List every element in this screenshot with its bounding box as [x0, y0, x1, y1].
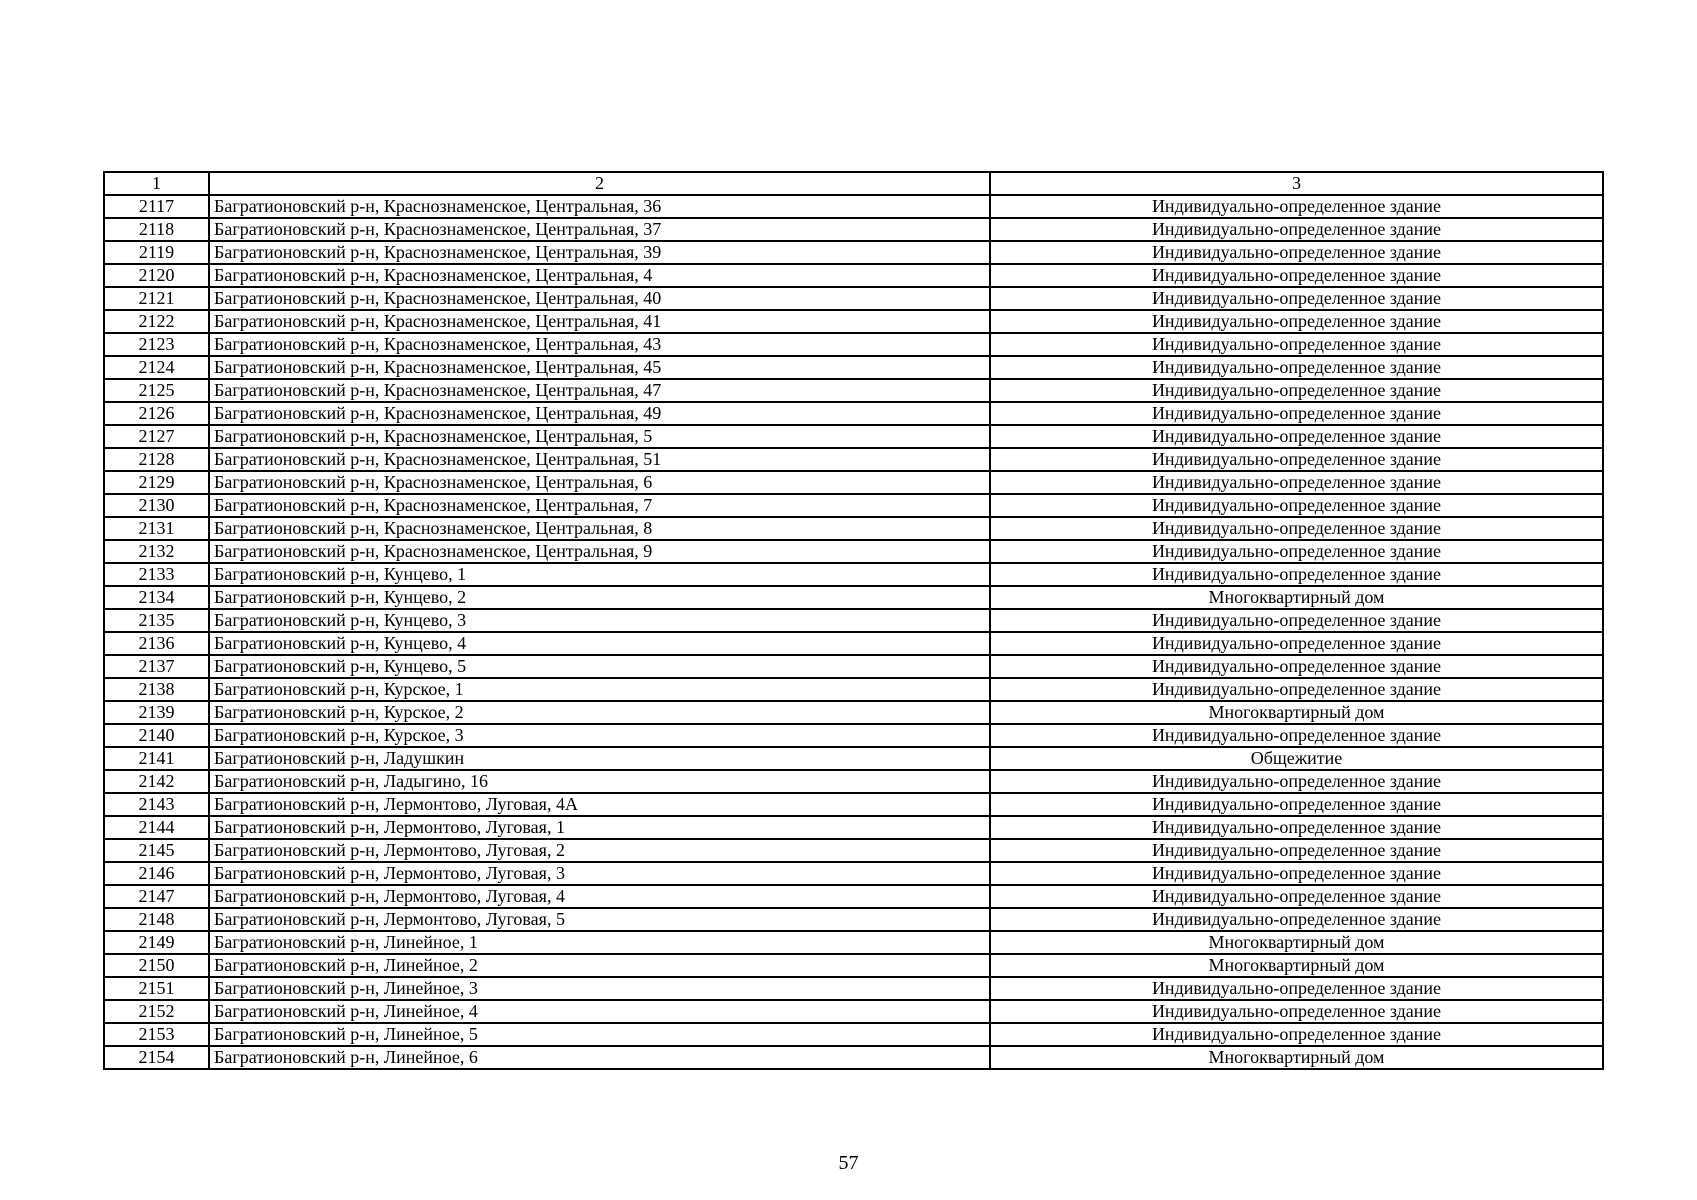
- row-number-cell: 2136: [104, 632, 209, 655]
- address-cell: Багратионовский р-н, Краснознаменское, Центральная, 49: [209, 402, 990, 425]
- table-row: [104, 724, 1603, 747]
- row-number-cell: 2125: [104, 379, 209, 402]
- row-number-cell: 2117: [104, 195, 209, 218]
- table-row: [104, 632, 1603, 655]
- table-row: [104, 793, 1603, 816]
- object-type-cell: Индивидуально-определенное здание: [990, 724, 1603, 747]
- address-cell: Багратионовский р-н, Лермонтово, Луговая, 2: [209, 839, 990, 862]
- object-type-cell: Индивидуально-определенное здание: [990, 885, 1603, 908]
- object-type-cell: Индивидуально-определенное здание: [990, 793, 1603, 816]
- table-row: [104, 448, 1603, 471]
- table-row: [104, 977, 1603, 1000]
- object-type-cell: Индивидуально-определенное здание: [990, 1023, 1603, 1046]
- row-number-cell: 2124: [104, 356, 209, 379]
- address-cell: Багратионовский р-н, Лермонтово, Луговая, 4А: [209, 793, 990, 816]
- column-number-1: 1: [104, 172, 209, 195]
- table-row: [104, 287, 1603, 310]
- table-row: [104, 1023, 1603, 1046]
- table-row: [104, 333, 1603, 356]
- column-number-2: 2: [209, 172, 990, 195]
- document-sheet: [103, 171, 1602, 1070]
- object-type-cell: Индивидуально-определенное здание: [990, 563, 1603, 586]
- object-type-cell: Индивидуально-определенное здание: [990, 632, 1603, 655]
- object-type-cell: Индивидуально-определенное здание: [990, 1000, 1603, 1023]
- address-cell: Багратионовский р-н, Лермонтово, Луговая, 1: [209, 816, 990, 839]
- object-type-cell: Индивидуально-определенное здание: [990, 241, 1603, 264]
- row-number-cell: 2133: [104, 563, 209, 586]
- row-number-cell: 2118: [104, 218, 209, 241]
- address-cell: Багратионовский р-н, Краснознаменское, Центральная, 41: [209, 310, 990, 333]
- object-type-cell: Индивидуально-определенное здание: [990, 218, 1603, 241]
- object-type-cell: Индивидуально-определенное здание: [990, 333, 1603, 356]
- row-number-cell: 2121: [104, 287, 209, 310]
- row-number-cell: 2138: [104, 678, 209, 701]
- row-number-cell: 2128: [104, 448, 209, 471]
- table-row: [104, 195, 1603, 218]
- object-type-cell: Многоквартирный дом: [990, 1046, 1603, 1069]
- address-cell: Багратионовский р-н, Линейное, 3: [209, 977, 990, 1000]
- object-type-cell: Индивидуально-определенное здание: [990, 448, 1603, 471]
- table-row: [104, 264, 1603, 287]
- address-cell: Багратионовский р-н, Краснознаменское, Центральная, 7: [209, 494, 990, 517]
- address-cell: Багратионовский р-н, Краснознаменское, Центральная, 4: [209, 264, 990, 287]
- object-type-cell: Индивидуально-определенное здание: [990, 264, 1603, 287]
- table-row: [104, 816, 1603, 839]
- table-row: [104, 701, 1603, 724]
- object-type-cell: Общежитие: [990, 747, 1603, 770]
- address-cell: Багратионовский р-н, Краснознаменское, Центральная, 40: [209, 287, 990, 310]
- object-type-cell: Индивидуально-определенное здание: [990, 287, 1603, 310]
- row-number-cell: 2146: [104, 862, 209, 885]
- object-type-cell: Индивидуально-определенное здание: [990, 977, 1603, 1000]
- row-number-cell: 2153: [104, 1023, 209, 1046]
- address-cell: Багратионовский р-н, Линейное, 5: [209, 1023, 990, 1046]
- row-number-cell: 2129: [104, 471, 209, 494]
- object-type-cell: Индивидуально-определенное здание: [990, 517, 1603, 540]
- object-type-cell: Индивидуально-определенное здание: [990, 195, 1603, 218]
- table-row: [104, 218, 1603, 241]
- table-row: [104, 517, 1603, 540]
- address-cell: Багратионовский р-н, Краснознаменское, Центральная, 36: [209, 195, 990, 218]
- table-row: [104, 908, 1603, 931]
- table-row: [104, 885, 1603, 908]
- row-number-cell: 2147: [104, 885, 209, 908]
- table-row: [104, 356, 1603, 379]
- row-number-cell: 2126: [104, 402, 209, 425]
- object-type-cell: Индивидуально-определенное здание: [990, 862, 1603, 885]
- address-cell: Багратионовский р-н, Ладыгино, 16: [209, 770, 990, 793]
- row-number-cell: 2134: [104, 586, 209, 609]
- object-type-cell: Индивидуально-определенное здание: [990, 655, 1603, 678]
- row-number-cell: 2139: [104, 701, 209, 724]
- row-number-cell: 2131: [104, 517, 209, 540]
- table-row: [104, 425, 1603, 448]
- object-type-cell: Индивидуально-определенное здание: [990, 839, 1603, 862]
- row-number-cell: 2145: [104, 839, 209, 862]
- table-row: [104, 1046, 1603, 1069]
- row-number-cell: 2119: [104, 241, 209, 264]
- registry-table: [103, 171, 1604, 1070]
- object-type-cell: Многоквартирный дом: [990, 701, 1603, 724]
- address-cell: Багратионовский р-н, Краснознаменское, Центральная, 6: [209, 471, 990, 494]
- row-number-cell: 2123: [104, 333, 209, 356]
- object-type-cell: Индивидуально-определенное здание: [990, 379, 1603, 402]
- address-cell: Багратионовский р-н, Лермонтово, Луговая, 3: [209, 862, 990, 885]
- table-row: [104, 563, 1603, 586]
- table-row: [104, 931, 1603, 954]
- row-number-cell: 2120: [104, 264, 209, 287]
- address-cell: Багратионовский р-н, Линейное, 2: [209, 954, 990, 977]
- table-row: [104, 471, 1603, 494]
- object-type-cell: Индивидуально-определенное здание: [990, 356, 1603, 379]
- address-cell: Багратионовский р-н, Курское, 2: [209, 701, 990, 724]
- object-type-cell: Индивидуально-определенное здание: [990, 402, 1603, 425]
- address-cell: Багратионовский р-н, Линейное, 6: [209, 1046, 990, 1069]
- address-cell: Багратионовский р-н, Краснознаменское, Центральная, 9: [209, 540, 990, 563]
- object-type-cell: Индивидуально-определенное здание: [990, 494, 1603, 517]
- table-row: [104, 379, 1603, 402]
- page-number: 57: [838, 1152, 859, 1174]
- table-row: [104, 310, 1603, 333]
- row-number-cell: 2135: [104, 609, 209, 632]
- address-cell: Багратионовский р-н, Краснознаменское, Центральная, 51: [209, 448, 990, 471]
- table-row: [104, 747, 1603, 770]
- row-number-cell: 2130: [104, 494, 209, 517]
- table-row: [104, 862, 1603, 885]
- row-number-cell: 2149: [104, 931, 209, 954]
- row-number-cell: 2144: [104, 816, 209, 839]
- table-row: [104, 839, 1603, 862]
- row-number-cell: 2141: [104, 747, 209, 770]
- row-number-cell: 2143: [104, 793, 209, 816]
- address-cell: Багратионовский р-н, Линейное, 4: [209, 1000, 990, 1023]
- row-number-cell: 2150: [104, 954, 209, 977]
- address-cell: Багратионовский р-н, Краснознаменское, Центральная, 5: [209, 425, 990, 448]
- object-type-cell: Индивидуально-определенное здание: [990, 609, 1603, 632]
- address-cell: Багратионовский р-н, Курское, 3: [209, 724, 990, 747]
- object-type-cell: Индивидуально-определенное здание: [990, 310, 1603, 333]
- table-row: [104, 241, 1603, 264]
- address-cell: Багратионовский р-н, Линейное, 1: [209, 931, 990, 954]
- address-cell: Багратионовский р-н, Краснознаменское, Центральная, 43: [209, 333, 990, 356]
- object-type-cell: Индивидуально-определенное здание: [990, 425, 1603, 448]
- address-cell: Багратионовский р-н, Кунцево, 1: [209, 563, 990, 586]
- row-number-cell: 2148: [104, 908, 209, 931]
- object-type-cell: Индивидуально-определенное здание: [990, 770, 1603, 793]
- row-number-cell: 2151: [104, 977, 209, 1000]
- table-row: [104, 770, 1603, 793]
- address-cell: Багратионовский р-н, Кунцево, 3: [209, 609, 990, 632]
- row-number-cell: 2132: [104, 540, 209, 563]
- table-row: [104, 494, 1603, 517]
- address-cell: Багратионовский р-н, Краснознаменское, Центральная, 39: [209, 241, 990, 264]
- row-number-cell: 2127: [104, 425, 209, 448]
- address-cell: Багратионовский р-н, Краснознаменское, Центральная, 8: [209, 517, 990, 540]
- row-number-cell: 2122: [104, 310, 209, 333]
- row-number-cell: 2154: [104, 1046, 209, 1069]
- object-type-cell: Индивидуально-определенное здание: [990, 471, 1603, 494]
- address-cell: Багратионовский р-н, Кунцево, 2: [209, 586, 990, 609]
- table-row: [104, 1000, 1603, 1023]
- address-cell: Багратионовский р-н, Кунцево, 4: [209, 632, 990, 655]
- table-row: [104, 678, 1603, 701]
- address-cell: Багратионовский р-н, Курское, 1: [209, 678, 990, 701]
- address-cell: Багратионовский р-н, Ладушкин: [209, 747, 990, 770]
- registry-table-body: [104, 172, 1603, 1069]
- object-type-cell: Многоквартирный дом: [990, 586, 1603, 609]
- address-cell: Багратионовский р-н, Лермонтово, Луговая, 4: [209, 885, 990, 908]
- row-number-cell: 2140: [104, 724, 209, 747]
- object-type-cell: Многоквартирный дом: [990, 954, 1603, 977]
- table-row: [104, 402, 1603, 425]
- column-number-row: [104, 172, 1603, 195]
- table-row: [104, 586, 1603, 609]
- address-cell: Багратионовский р-н, Краснознаменское, Центральная, 37: [209, 218, 990, 241]
- table-row: [104, 609, 1603, 632]
- object-type-cell: Индивидуально-определенное здание: [990, 678, 1603, 701]
- table-row: [104, 655, 1603, 678]
- object-type-cell: Индивидуально-определенное здание: [990, 816, 1603, 839]
- object-type-cell: Индивидуально-определенное здание: [990, 908, 1603, 931]
- address-cell: Багратионовский р-н, Кунцево, 5: [209, 655, 990, 678]
- address-cell: Багратионовский р-н, Лермонтово, Луговая, 5: [209, 908, 990, 931]
- address-cell: Багратионовский р-н, Краснознаменское, Центральная, 47: [209, 379, 990, 402]
- address-cell: Багратионовский р-н, Краснознаменское, Центральная, 45: [209, 356, 990, 379]
- table-row: [104, 540, 1603, 563]
- row-number-cell: 2137: [104, 655, 209, 678]
- column-number-3: 3: [990, 172, 1603, 195]
- object-type-cell: Многоквартирный дом: [990, 931, 1603, 954]
- row-number-cell: 2152: [104, 1000, 209, 1023]
- object-type-cell: Индивидуально-определенное здание: [990, 540, 1603, 563]
- table-row: [104, 954, 1603, 977]
- row-number-cell: 2142: [104, 770, 209, 793]
